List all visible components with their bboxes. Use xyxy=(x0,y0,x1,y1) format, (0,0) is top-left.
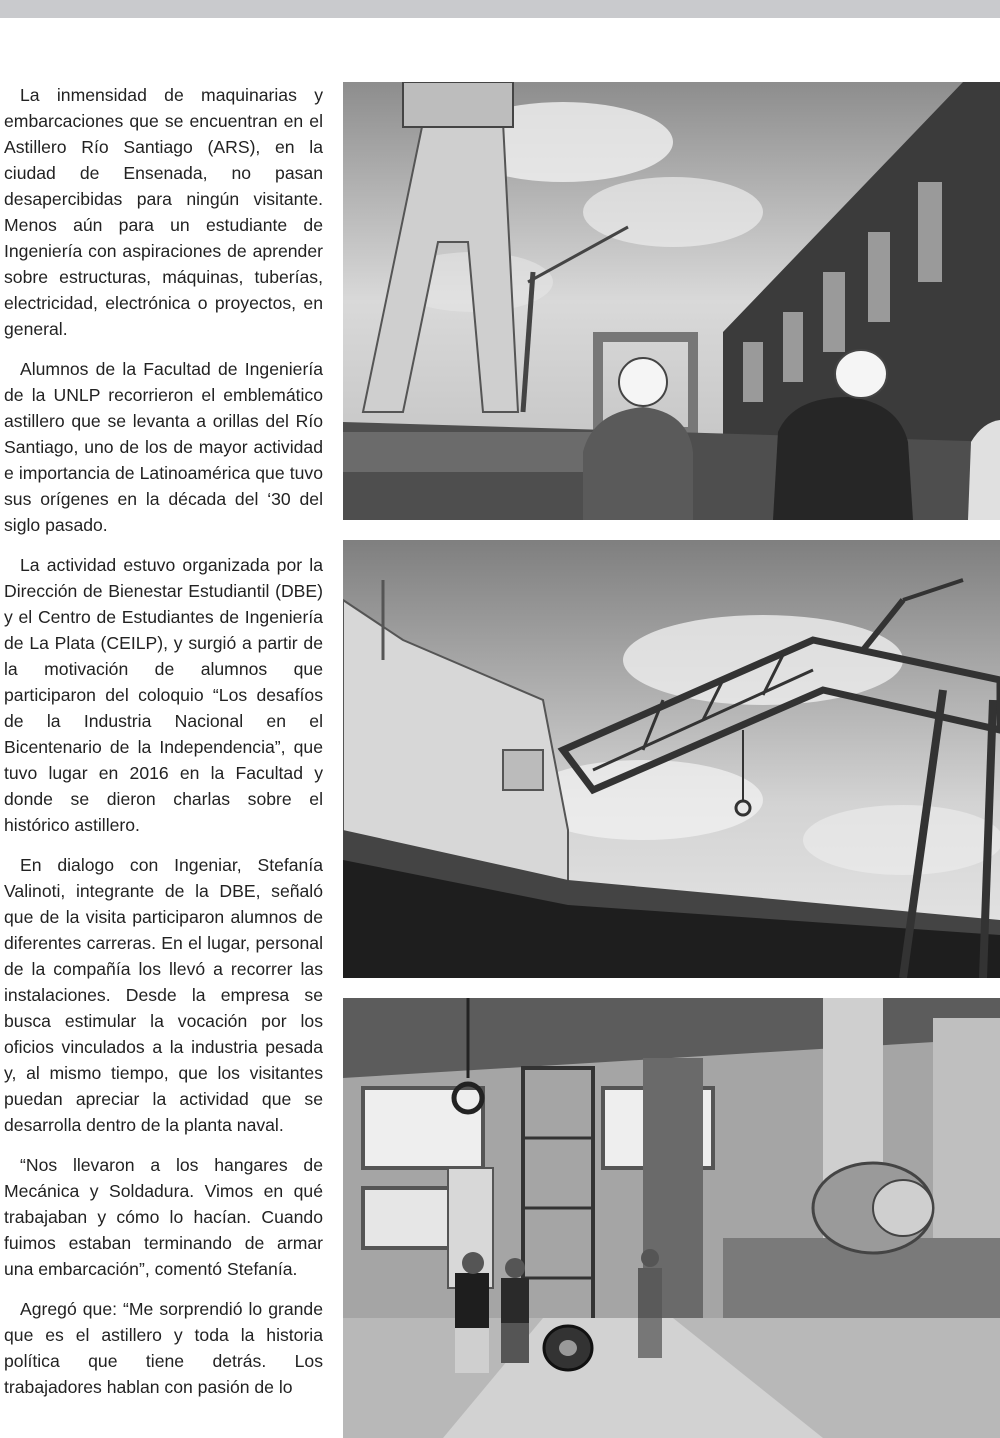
photo-ship-gantry-crane-drawing xyxy=(343,540,1000,978)
photo-students-shipyard-drawing xyxy=(343,82,1000,520)
article-paragraph-6: Agregó que: “Me sorprendió lo grande que es el astillero y toda la historia política que tiene detrás. Los trabajadores hablan con pasión de lo xyxy=(4,1299,323,1397)
photo-ship-gantry-crane xyxy=(343,540,1000,978)
article-paragraph-3: La actividad estuvo organizada por la Dirección de Bienestar Estudiantil (DBE) y el Centro de Estudiantes de Ingeniería de La Plata (CEILP), y surgió a partir de la motivación de alumnos que participaron del coloquio “Los desafíos de la Industria Nacional en el Bicentenario de la Independencia”, que tuvo lugar en 2016 en la Facultad y donde se dieron charlas sobre el histórico astillero. xyxy=(4,555,323,835)
article-paragraph-2: Alumnos de la Facultad de Ingeniería de la UNLP recorrieron el emblemático astillero que se levanta a orillas del Río Santiago, uno de los de mayor actividad e importancia de Latinoamérica que tuvo sus orígenes en la década del ‘30 del siglo pasado. xyxy=(4,359,323,535)
photo-students-shipyard xyxy=(343,82,1000,520)
photo-mechanical-workshop-drawing xyxy=(343,998,1000,1438)
article-paragraph-4: En dialogo con Ingeniar, Stefanía Valinoti, integrante de la DBE, señaló que de la visita participaron alumnos de diferentes carreras. En el lugar, personal de la compañía los llevó a recorrer las instalaciones. Desde la empresa se busca estimular la vocación por los oficios vinculados a la industria pesada y, al mismo tiempo, que los visitantes puedan apreciar la actividad que se desarrolla dentro de la planta naval. xyxy=(4,855,323,1135)
article-paragraph-1: La inmensidad de maquinarias y embarcaciones que se encuentran en el Astillero Río Santiago (ARS), en la ciudad de Ensenada, no pasan desapercibidas para ningún visitante. Menos aún para un estudiante de Ingeniería con aspiraciones de aprender sobre estructuras, máquinas, tuberías, electricidad, electrónica o proyectos, en general. xyxy=(4,85,323,339)
photo-mechanical-workshop xyxy=(343,998,1000,1438)
article-paragraph-5: “Nos llevaron a los hangares de Mecánica y Soldadura. Vimos en qué trabajaban y cómo lo hacían. Cuando fuimos estaban terminando de armar una embarcación”, comentó Stefanía. xyxy=(4,1155,323,1279)
header-bar xyxy=(0,0,1000,18)
article-text-column xyxy=(4,82,323,1414)
